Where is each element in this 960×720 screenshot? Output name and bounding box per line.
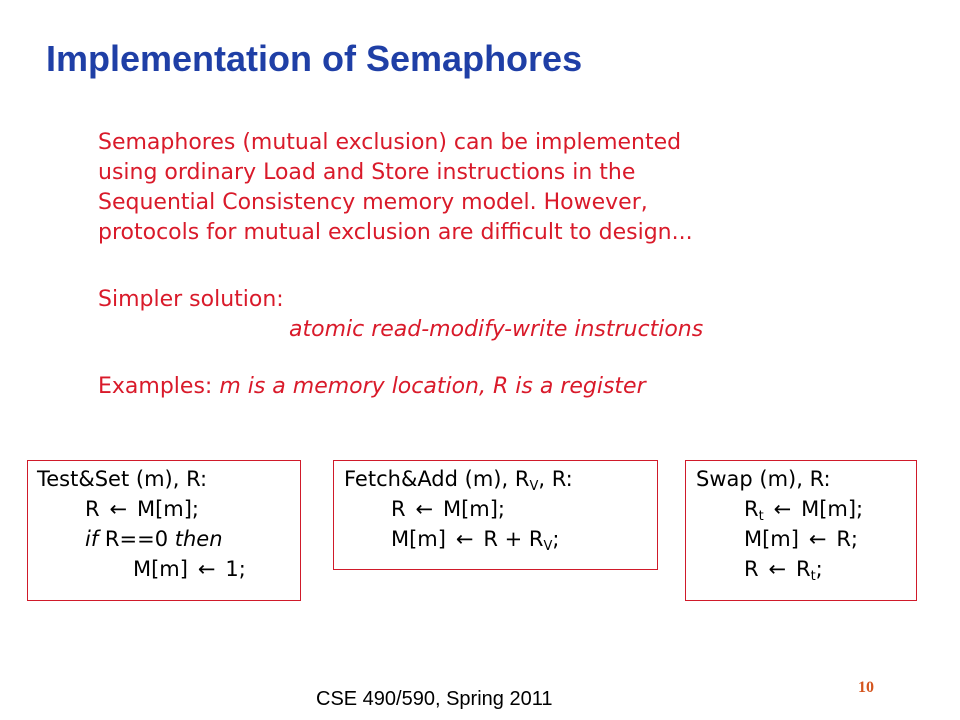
examples-text: m is a memory location, R is a register xyxy=(219,374,646,399)
memory-ref: M[m] xyxy=(133,557,188,581)
test-set-box xyxy=(27,460,301,601)
examples-label: Examples: xyxy=(98,374,220,399)
register-r: R xyxy=(744,557,759,581)
left-arrow-icon: ← xyxy=(197,557,216,581)
register-rt: R xyxy=(795,557,811,581)
condition: R==0 xyxy=(104,527,169,551)
swap-line-3 xyxy=(744,554,823,592)
intro-paragraph xyxy=(98,128,693,248)
subscript: V xyxy=(543,539,553,554)
page-number: 10 xyxy=(858,679,874,696)
intro-line: using ordinary Load and Store instructions in the xyxy=(98,160,636,185)
swap-box xyxy=(685,460,917,601)
memory-ref: M[m]; xyxy=(801,497,864,521)
intro-line: Semaphores (mutual exclusion) can be implemented xyxy=(98,130,682,155)
memory-ref: M[m] xyxy=(391,527,446,551)
register-r: R xyxy=(85,497,100,521)
register-rt: R xyxy=(744,497,759,521)
slide-title: Implementation of Semaphores xyxy=(46,38,583,79)
header-text: Fetch&Add (m), R xyxy=(344,467,530,491)
register-r: R; xyxy=(836,527,859,551)
left-arrow-icon: ← xyxy=(773,497,792,521)
register-r: R xyxy=(391,497,406,521)
left-arrow-icon: ← xyxy=(768,557,787,581)
left-arrow-icon: ← xyxy=(415,497,434,521)
constant-one: 1; xyxy=(225,557,246,581)
left-arrow-icon: ← xyxy=(455,527,474,551)
subscript: t xyxy=(758,509,764,524)
simpler-solution-text: atomic read-modify-write instructions xyxy=(289,317,704,342)
course-footer: CSE 490/590, Spring 2011 xyxy=(316,688,553,710)
test-set-line-2 xyxy=(85,524,223,554)
memory-ref: M[m]; xyxy=(136,497,200,521)
test-set-line-3 xyxy=(133,554,246,584)
expression: R + R xyxy=(483,527,544,551)
fetch-add-box xyxy=(333,460,658,570)
fetch-add-line-1 xyxy=(391,494,505,524)
swap-header: Swap (m), R: xyxy=(696,467,831,491)
if-keyword: if xyxy=(85,527,99,551)
left-arrow-icon: ← xyxy=(109,497,128,521)
examples-line xyxy=(98,372,646,402)
simpler-solution-label: Simpler solution: xyxy=(98,287,284,312)
test-set-header: Test&Set (m), R: xyxy=(37,467,208,491)
memory-ref: M[m]; xyxy=(442,497,506,521)
fetch-add-line-2 xyxy=(391,524,559,562)
left-arrow-icon: ← xyxy=(808,527,827,551)
semicolon: ; xyxy=(815,557,823,581)
intro-line: Sequential Consistency memory model. However, xyxy=(98,190,648,215)
subscript: t xyxy=(810,569,816,584)
subscript: V xyxy=(529,479,539,494)
swap-line-2 xyxy=(744,524,858,554)
semicolon: ; xyxy=(552,527,560,551)
memory-ref: M[m] xyxy=(744,527,799,551)
then-keyword: then xyxy=(174,527,223,551)
intro-line: protocols for mutual exclusion are difficult to design... xyxy=(98,220,693,245)
header-text: , R: xyxy=(538,467,573,491)
test-set-line-1 xyxy=(85,494,199,524)
